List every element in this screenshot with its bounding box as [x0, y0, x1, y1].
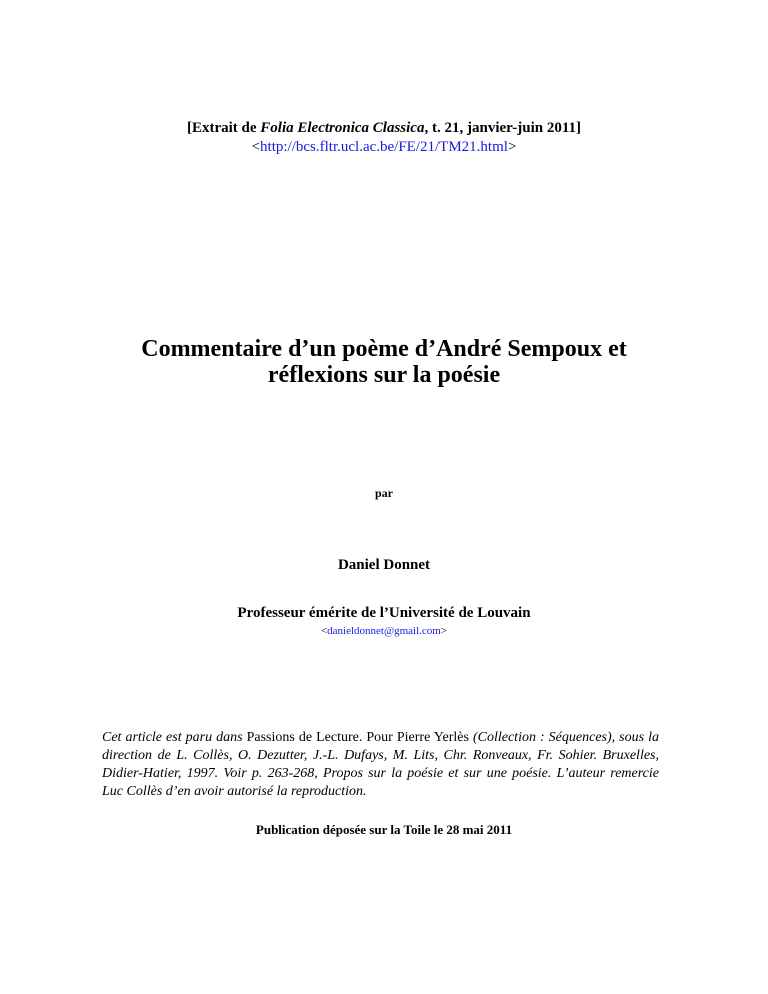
publication-date: Publication déposée sur la Toile le 28 mai 2011	[255, 822, 513, 837]
author-name: Daniel Donnet	[337, 557, 431, 573]
citation-prefix: [Extrait de	[186, 120, 261, 136]
citation-suffix: , t. 21, janvier-juin 2011]	[424, 120, 582, 136]
note-intro: Cet article est paru dans	[102, 730, 247, 745]
citation-header	[0, 120, 768, 137]
publication-note	[102, 729, 659, 801]
article-title-line-2: réflexions sur la poésie	[267, 362, 501, 388]
book-title: Passions de Lecture. Pour Pierre Yerlès	[246, 730, 469, 745]
citation-url-link[interactable]: http://bcs.fltr.ucl.ac.be/FE/21/TM21.html	[260, 139, 508, 155]
citation-url-line: <http://bcs.fltr.ucl.ac.be/FE/21/TM21.html>	[251, 139, 517, 155]
article-title	[0, 336, 768, 388]
article-title-line-1: Commentaire d’un poème d’André Sempoux et	[141, 336, 627, 362]
byline: par	[375, 486, 393, 500]
journal-title: Folia Electronica Classica	[260, 120, 425, 136]
author-email-link[interactable]: danieldonnet@gmail.com	[327, 625, 441, 637]
author-email-line: <danieldonnet@gmail.com>	[320, 625, 448, 637]
note-details: (Collection : Séquences), sous la direction de L. Collès, O. Dezutter, J.-L. Dufays, M. Lits, Chr. Ronveaux, Fr. Sohier. Bruxelles, Didier-Hatier, 1997. Voir p. 263-268, Propos sur la poésie et sur une poésie. L’auteur remercie Luc Collès d’en avoir autorisé la reproduction.	[102, 730, 659, 799]
author-affiliation: Professeur émérite de l’Université de Louvain	[237, 605, 531, 621]
